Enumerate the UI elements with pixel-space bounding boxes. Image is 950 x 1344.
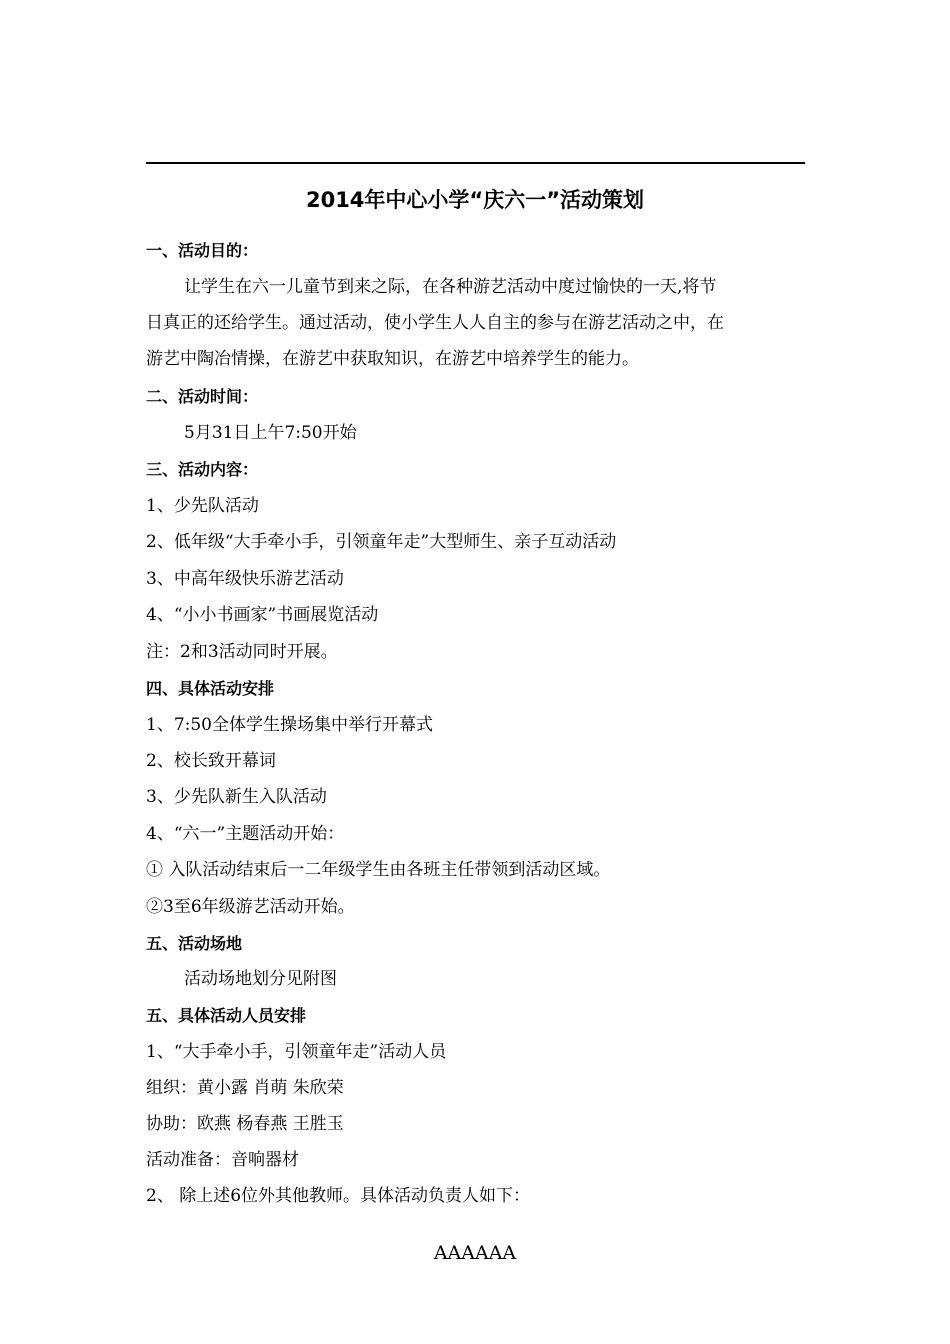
paragraph-line: 5月31日上午7:50开始 [184,423,357,443]
header-rule [146,162,805,164]
list-item: 4、“小小书画家”书画展览活动 [146,605,379,625]
section-heading-time: 二、活动时间： [146,387,259,406]
section-heading-content: 三、活动内容： [146,460,259,479]
list-item: 2、低年级“大手牵小手，引领童年走”大型师生、亲子互动活动 [146,532,617,552]
list-item: ②3至6年级游艺活动开始。 [146,897,355,917]
list-item: 2、校长致开幕词 [146,751,276,771]
list-item: 3、少先队新生入队活动 [146,787,327,807]
list-item: 1、少先队活动 [146,496,259,516]
document-title: 2014年中心小学“庆六一”活动策划 [305,188,645,212]
list-item: 2、 除上述6位外其他教师。具体活动负责人如下： [146,1186,531,1206]
section-heading-schedule: 四、具体活动安排 [146,679,275,698]
paragraph-line: 游艺中陶冶情操，在游艺中获取知识，在游艺中培养学生的能力。 [146,349,639,369]
list-item: 3、中高年级快乐游艺活动 [146,569,344,589]
paragraph-line: 让学生在六一儿童节到来之际，在各种游艺活动中度过愉快的一天,将节 [184,277,717,297]
note-line: 注：2和3活动同时开展。 [146,642,338,662]
list-item: 4、“六一”主题活动开始： [146,824,345,844]
staff-line: 协助：欧燕 杨春燕 王胜玉 [146,1114,344,1134]
paragraph-line: 日真正的还给学生。通过活动，使小学生人人自主的参与在游艺活动之中，在 [146,313,724,333]
section-heading-staff: 五、具体活动人员安排 [146,1006,307,1025]
paragraph-line: 活动场地划分见附图 [184,969,337,989]
list-item: ① 入队活动结束后一二年级学生由各班主任带领到活动区域。 [146,860,611,880]
list-item: 1、7:50全体学生操场集中举行开幕式 [146,715,433,735]
staff-line: 组织：黄小露 肖萌 朱欣荣 [146,1078,344,1098]
page-footer: AAAAAA [433,1242,517,1264]
list-item: 1、“大手牵小手，引领童年走”活动人员 [146,1042,447,1062]
staff-line: 活动准备：音响器材 [146,1150,299,1170]
section-heading-venue: 五、活动场地 [146,934,243,953]
section-heading-purpose: 一、活动目的： [146,241,259,260]
